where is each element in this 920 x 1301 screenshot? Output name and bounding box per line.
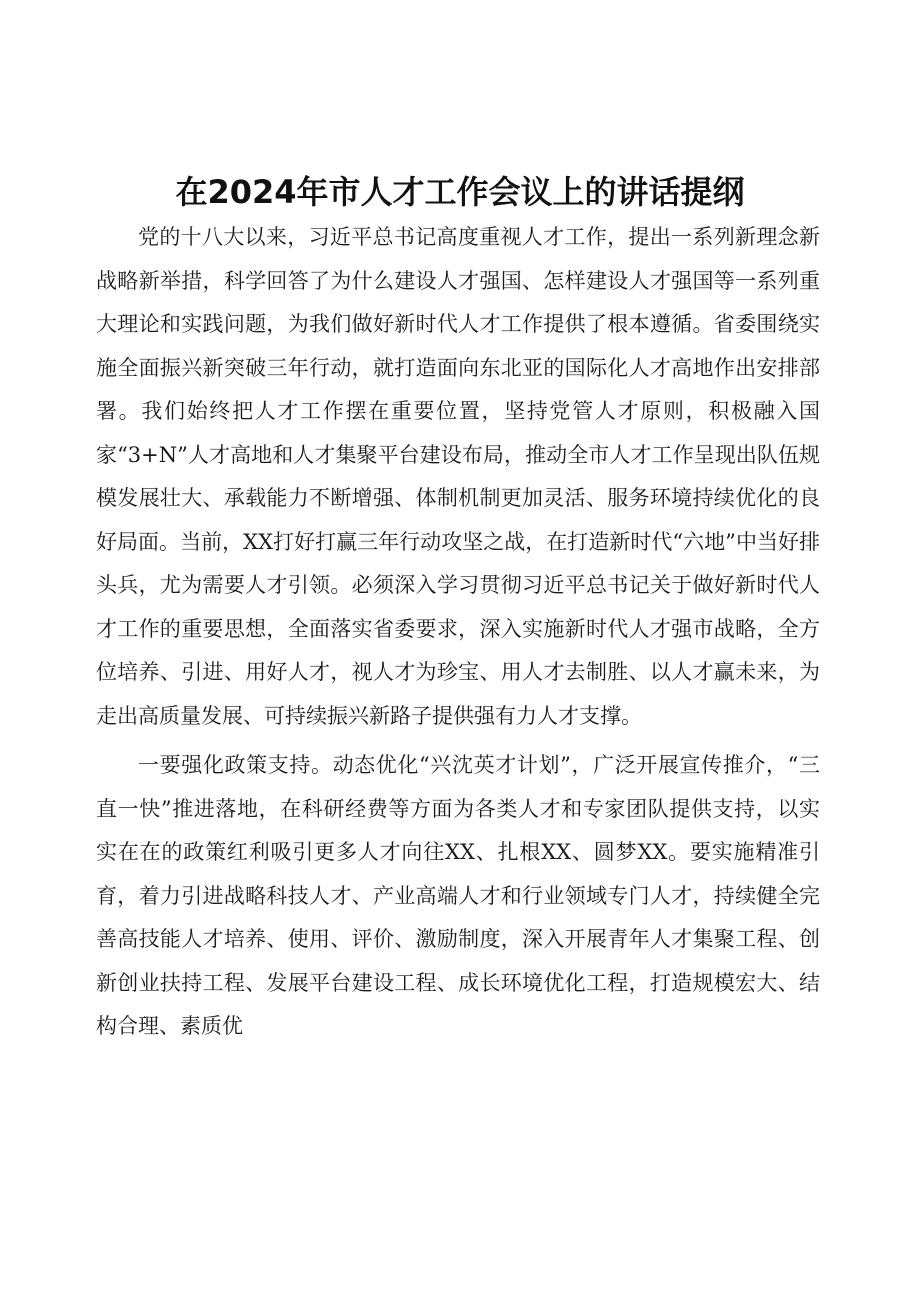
paragraph-intro: 党的十八大以来，习近平总书记高度重视人才工作，提出一系列新理念新战略新举措，科学回答了为什么建设人才强国、怎样建设人才强国等一系列重大理论和实践问题，为我们做好新时代人才工作提供了根本遵循。省委围绕实施全面振兴新突破三年行动，就打造面向东北亚的国际化人才高地作出安排部署。我们始终把人才工作摆在重要位置，坚持党管人才原则，积极融入国家“3+N”人才高地和人才集聚平台建设布局，推动全市人才工作呈现出队伍规模发展壮大、承载能力不断增强、体制机制更加灵活、服务环境持续优化的良好局面。当前，XX打好打赢三年行动攻坚之战，在打造新时代“六地”中当好排头兵，尤为需要人才引领。必须深入学习贯彻习近平总书记关于做好新时代人才工作的重要思想，全面落实省委要求，深入实施新时代人才强市战略，全方位培养、引进、用好人才，视人才为珍宝、用人才去制胜、以人才赢未来，为走出高质量发展、可持续振兴新路子提供强有力人才支撑。: [96, 225, 820, 728]
document-title: 在2024年市人才工作会议上的讲话提纲: [175, 173, 745, 211]
paragraph-policy-support: 一要强化政策支持。动态优化“兴沈英才计划”，广泛开展宣传推介，“三直一快”推进落地，在科研经费等方面为各类人才和专家团队提供支持，以实实在在的政策红利吸引更多人才向往XX、扎根XX、圆梦XX。要实施精准引育，着力引进战略科技人才、产业高端人才和行业领域专门人才，持续健全完善高技能人才培养、使用、评价、激励制度，深入开展青年人才集聚工程、创新创业扶持工程、发展平台建设工程、成长环境优化工程，打造规模宏大、结构合理、素质优: [96, 753, 820, 1038]
document-body: [96, 216, 820, 1049]
